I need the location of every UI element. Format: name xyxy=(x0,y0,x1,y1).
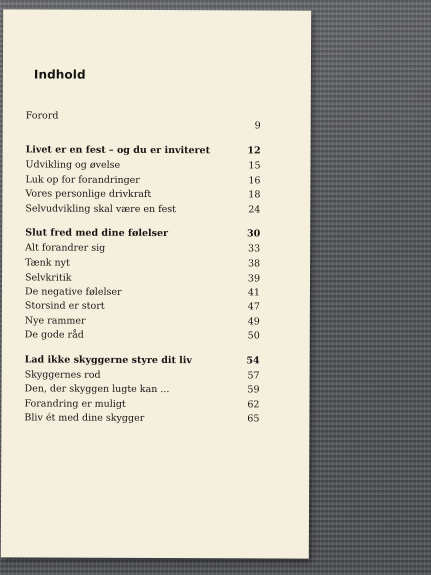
toc-label: Forord xyxy=(25,110,59,122)
toc-page-number: 30 xyxy=(246,228,261,240)
toc-page-number: 33 xyxy=(248,243,261,255)
toc-label: Udvikling og øvelse xyxy=(25,159,121,171)
toc-row xyxy=(25,174,260,188)
toc-row xyxy=(25,286,260,300)
toc-page-number: 41 xyxy=(247,287,260,299)
toc-page-number: 39 xyxy=(247,273,261,285)
toc-page-number: 49 xyxy=(247,316,260,328)
toc-page-number: 47 xyxy=(247,301,260,313)
toc-label: De gode råd xyxy=(24,329,84,341)
toc-label: Forandring er muligt xyxy=(24,398,126,410)
toc-row xyxy=(25,383,260,397)
toc-label: Vores personlige drivkraft xyxy=(25,188,152,200)
toc-row xyxy=(25,369,260,383)
toc-page-number: 16 xyxy=(248,175,261,187)
toc-page-number: 15 xyxy=(248,160,261,172)
toc-row xyxy=(25,188,260,202)
toc-row xyxy=(25,272,260,286)
toc-chapter-title: Livet er en fest – og du er inviteret xyxy=(25,144,211,157)
toc-chapter-2 xyxy=(25,227,260,241)
toc-page-number: 12 xyxy=(247,145,261,157)
toc-page-number: 54 xyxy=(246,355,260,367)
toc-label: Skyggernes rod xyxy=(24,369,101,381)
toc-row xyxy=(25,159,260,173)
toc-row xyxy=(25,300,260,314)
toc-row xyxy=(25,257,260,271)
toc-chapter-title: Lad ikke skyggerne styre dit liv xyxy=(24,354,192,367)
toc-row xyxy=(25,329,260,343)
toc-label: Selvkritik xyxy=(25,272,72,284)
toc-row xyxy=(24,412,259,426)
toc-label: Alt forandrer sig xyxy=(25,242,106,254)
toc-chapter-title: Slut fred med dine følelser xyxy=(25,227,169,240)
toc-page-number: 38 xyxy=(247,258,261,270)
toc-label: Nye rammer xyxy=(24,315,86,327)
toc-label: Storsind er stort xyxy=(24,300,105,312)
toc-row xyxy=(25,203,260,217)
toc-page-number: 50 xyxy=(247,330,260,342)
page-title: Indhold xyxy=(33,67,86,82)
toc-page-number: 18 xyxy=(248,189,261,201)
toc-label: Bliv ét med dine skygger xyxy=(24,412,145,424)
toc-row-preface xyxy=(25,110,261,132)
book-page xyxy=(1,9,311,558)
toc-label: De negative følelser xyxy=(24,286,122,298)
toc-chapter-1 xyxy=(26,144,261,158)
toc-label: Tænk nyt xyxy=(25,257,70,269)
toc-page-number: 65 xyxy=(247,413,260,425)
toc-row xyxy=(25,315,260,329)
toc-row xyxy=(25,242,260,256)
toc-page-number: 62 xyxy=(247,399,260,411)
toc-row xyxy=(24,398,259,412)
toc-label: Den, der skyggen lugte kan ... xyxy=(24,383,170,396)
toc-chapter-3 xyxy=(25,354,260,368)
toc-page-number: 59 xyxy=(247,384,260,396)
toc-page-number: 9 xyxy=(254,120,261,132)
toc-page-number: 57 xyxy=(247,370,260,382)
toc-label: Selvudvikling skal være en fest xyxy=(25,203,176,216)
toc-page-number: 24 xyxy=(248,204,261,216)
toc-label: Luk op for forandringer xyxy=(25,174,140,186)
